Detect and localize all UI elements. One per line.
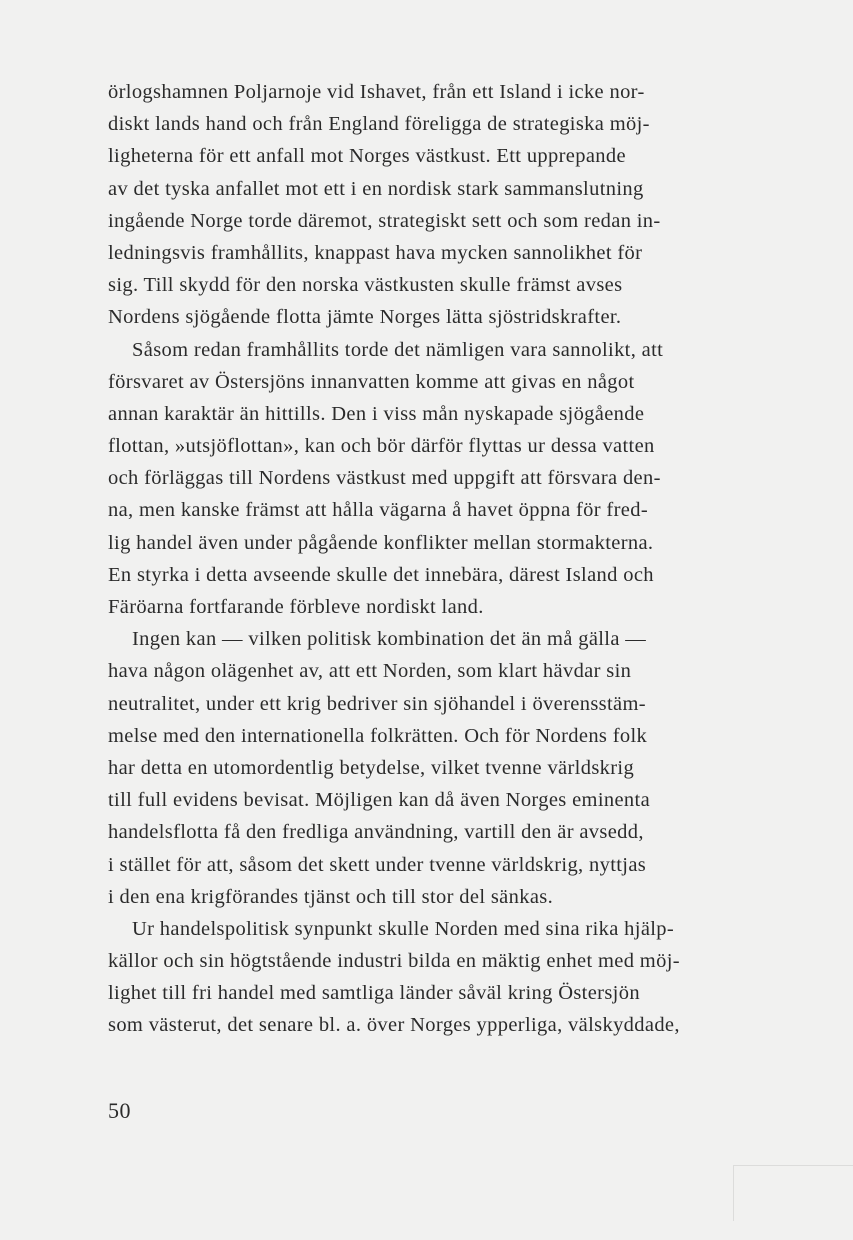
paragraph-start-line: Ur handelspolitisk synpunkt skulle Norden med sina rika hjälp-	[132, 917, 675, 940]
text-line: och förläggas till Nordens västkust med uppgift att försvara den-	[108, 467, 661, 490]
text-line: källor och sin högtstående industri bilda en mäktig enhet med möj-	[108, 950, 680, 973]
text-line: lighet till fri handel med samtliga länder såväl kring Östersjön	[108, 982, 640, 1005]
text-line: annan karaktär än hittills. Den i viss mån nyskapade sjögående	[108, 402, 645, 425]
text-line: ligheterna för ett anfall mot Norges västkust. Ett upprepande	[108, 145, 626, 168]
text-line: Nordens sjögående flotta jämte Norges lätta sjöstridskrafter.	[108, 306, 622, 329]
text-line: lig handel även under pågående konflikter mellan stormakterna.	[108, 531, 654, 554]
text-line: försvaret av Östersjöns innanvatten komme att givas en något	[108, 370, 635, 393]
text-line: i stället för att, såsom det skett under tvenne världskrig, nyttjas	[108, 853, 647, 876]
paragraph-start-line: Såsom redan framhållits torde det nämligen vara sannolikt, att	[132, 338, 664, 361]
text-line: som västerut, det senare bl. a. över Norges ypperliga, välskyddade,	[108, 1014, 680, 1037]
text-line: flottan, »utsjöflottan», kan och bör därför flyttas ur dessa vatten	[108, 435, 655, 458]
text-line: ledningsvis framhållits, knappast hava mycken sannolikhet för	[108, 241, 643, 264]
text-line: har detta en utomordentlig betydelse, vilket tvenne världskrig	[108, 756, 635, 779]
text-line: hava någon olägenhet av, att ett Norden, som klart hävdar sin	[108, 660, 632, 683]
text-line: örlogshamnen Poljarnoje vid Ishavet, från ett Island i icke nor-	[108, 81, 645, 103]
text-line: av det tyska anfallet mot ett i en nordisk stark sammanslutning	[108, 177, 644, 200]
text-line: neutralitet, under ett krig bedriver sin sjöhandel i överensstäm-	[108, 692, 646, 715]
text-line: sig. Till skydd för den norska västkusten skulle främst avses	[108, 274, 623, 297]
page-number: 50	[108, 1098, 131, 1123]
text-line: En styrka i detta avseende skulle det innebära, därest Island och	[108, 563, 654, 586]
text-line: melse med den internationella folkrätten. Och för Nordens folk	[108, 724, 648, 747]
scan-corner-mark	[733, 1165, 853, 1221]
text-line: na, men kanske främst att hålla vägarna å havet öppna för fred-	[108, 499, 649, 522]
text-line: handelsflotta få den fredliga användning, vartill den är avsedd,	[108, 821, 644, 844]
paragraph-start-line: Ingen kan — vilken politisk kombination det än må gälla —	[132, 628, 647, 651]
text-line: Färöarna fortfarande förbleve nordiskt land.	[108, 596, 484, 618]
text-line: ingående Norge torde däremot, strategiskt sett och som redan in-	[108, 209, 661, 232]
text-line: till full evidens bevisat. Möjligen kan då även Norges eminenta	[108, 789, 651, 812]
body-text	[108, 76, 788, 1042]
text-line: diskt lands hand och från England föreligga de strategiska möj-	[108, 113, 650, 136]
text-line: i den ena krigförandes tjänst och till stor del sänkas.	[108, 885, 554, 908]
